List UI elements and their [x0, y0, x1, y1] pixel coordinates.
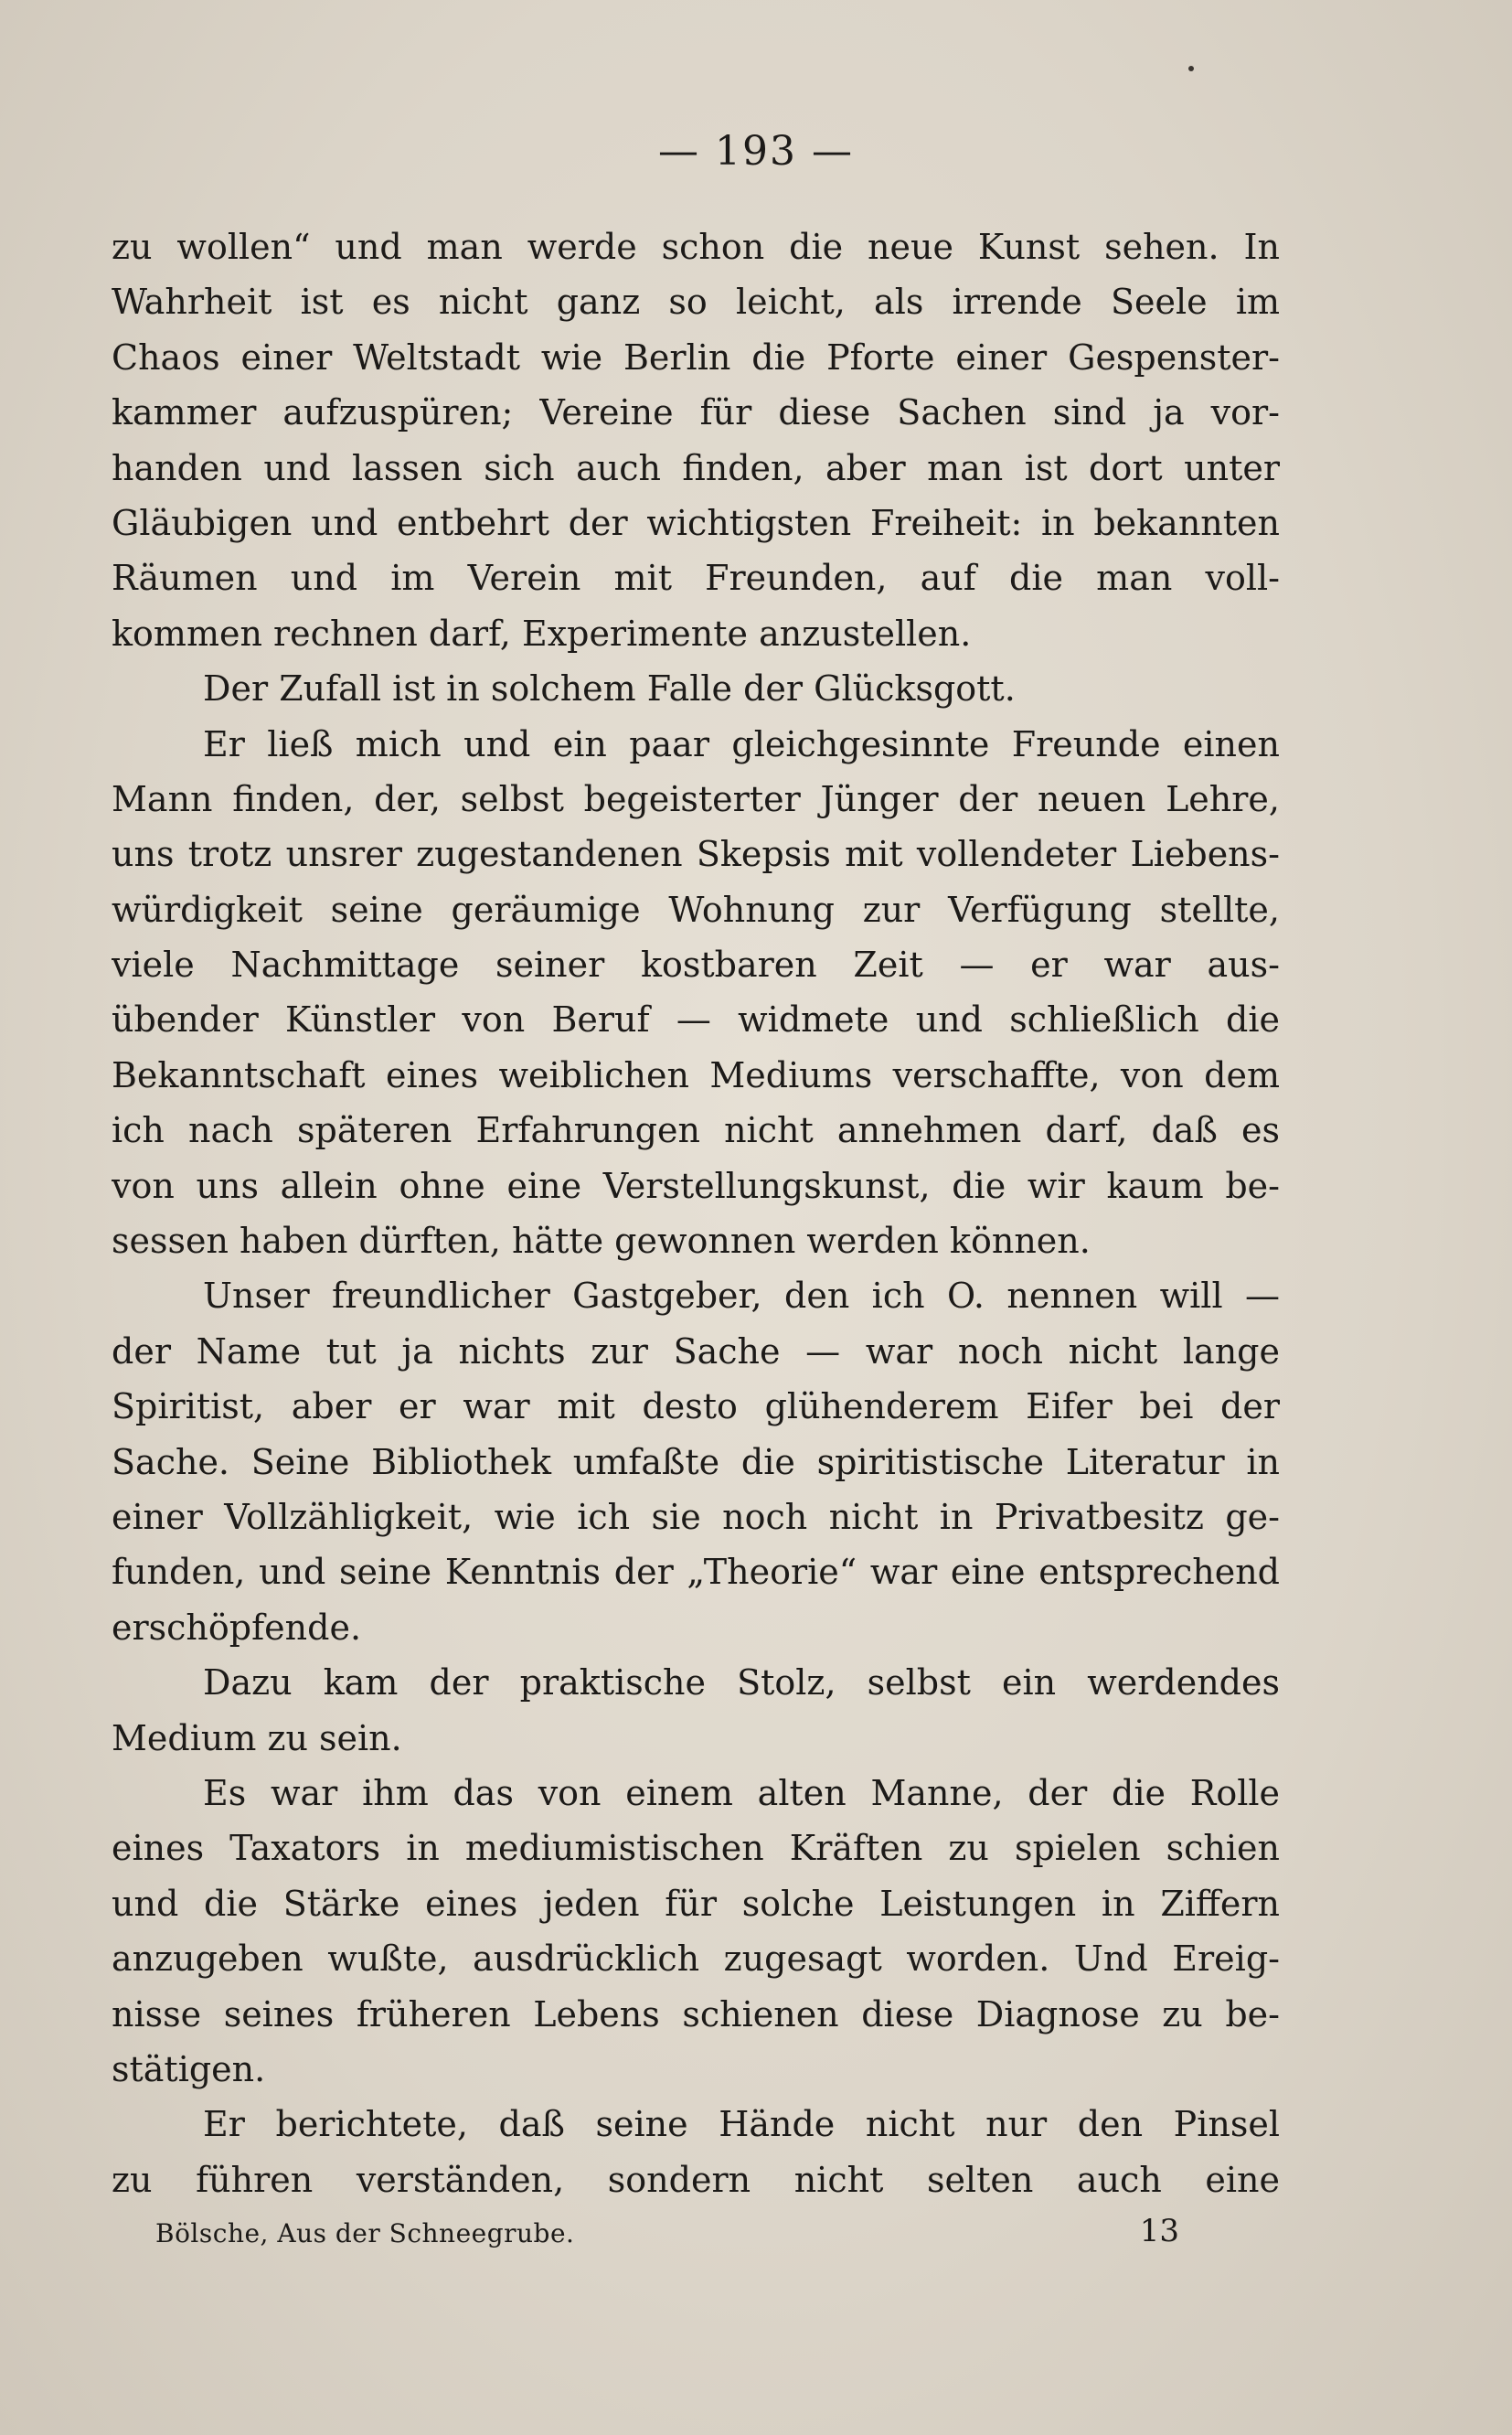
- text-line: Spiritist, aber er war mit desto glühenderem Eifer bei der: [112, 1386, 1280, 1427]
- text-line: kammer aufzuspüren; Vereine für diese Sachen sind ja vor-: [112, 392, 1280, 433]
- text-line: funden, und seine Kenntnis der „Theorie“ war eine entsprechend: [112, 1552, 1280, 1593]
- text-line: kommen rechnen darf, Experimente anzustellen.: [112, 613, 972, 654]
- footer-title: Bölsche, Aus der Schneegrube.: [155, 2218, 575, 2248]
- text-line: Mann finden, der, selbst begeisterter Jünger der neuen Lehre,: [112, 778, 1280, 819]
- text-line: Unser freundlicher Gastgeber, den ich O. nennen will —: [203, 1276, 1280, 1317]
- text-line: anzugeben wußte, ausdrücklich zugesagt worden. Und Ereig-: [112, 1938, 1280, 1980]
- text-line: von uns allein ohne eine Verstellungskunst, die wir kaum be-: [112, 1165, 1280, 1206]
- text-line: der Name tut ja nichts zur Sache — war noch nicht lange: [112, 1330, 1280, 1372]
- page-number: — 193 —: [658, 128, 854, 175]
- body-text: [112, 219, 1280, 2207]
- text-line: Es war ihm das von einem alten Manne, der die Rolle: [203, 1772, 1280, 1813]
- text-line: uns trotz unsrer zugestandenen Skepsis mit vollendeter Liebens-: [112, 834, 1280, 875]
- text-line: zu führen verständen, sondern nicht selten auch eine: [112, 2159, 1280, 2200]
- text-line: stätigen.: [112, 2048, 266, 2089]
- text-line: Bekanntschaft eines weiblichen Mediums verschaffte, von dem: [112, 1054, 1280, 1095]
- text-line: zu wollen“ und man werde schon die neue Kunst sehen. In: [112, 227, 1280, 267]
- text-line: handen und lassen sich auch finden, aber man ist dort unter: [112, 447, 1280, 488]
- text-line: übender Künstler von Beruf — widmete und schließlich die: [112, 999, 1280, 1041]
- text-line: ich nach späteren Erfahrungen nicht annehmen darf, daß es: [112, 1110, 1280, 1151]
- text-line: sessen haben dürften, hätte gewonnen werden können.: [112, 1221, 1091, 1262]
- footer: [155, 2213, 1179, 2259]
- text-line: Gläubigen und entbehrt der wichtigsten Freiheit: in bekannten: [112, 502, 1280, 543]
- text-line: eines Taxators in mediumistischen Kräften zu spielen schien: [112, 1828, 1280, 1869]
- text-line: Wahrheit ist es nicht ganz so leicht, als irrende Seele im: [112, 282, 1280, 323]
- text-line: Er ließ mich und ein paar gleichgesinnte Freunde einen: [203, 723, 1280, 764]
- text-line: nisse seines früheren Lebens schienen diese Diagnose zu be-: [112, 1993, 1280, 2035]
- text-line: erschöpfende.: [112, 1607, 362, 1648]
- text-line: viele Nachmittage seiner kostbaren Zeit — er war aus-: [112, 945, 1280, 986]
- ink-speck: [1188, 66, 1194, 71]
- text-line: und die Stärke eines jeden für solche Leistungen in Ziffern: [112, 1883, 1280, 1924]
- text-line: würdigkeit seine geräumige Wohnung zur Verfügung stellte,: [112, 889, 1280, 930]
- text-line: Medium zu sein.: [112, 1717, 402, 1758]
- text-line: Sache. Seine Bibliothek umfaßte die spiritistische Literatur in: [112, 1441, 1280, 1482]
- text-line: Dazu kam der praktische Stolz, selbst ein werdendes: [203, 1662, 1280, 1703]
- text-line: Der Zufall ist in solchem Falle der Glücksgott.: [203, 668, 1016, 710]
- text-line: Er berichtete, daß seine Hände nicht nur den Pinsel: [203, 2104, 1280, 2145]
- text-line: Chaos einer Weltstadt wie Berlin die Pforte einer Gespenster-: [112, 336, 1280, 378]
- signature-mark: 13: [1139, 2213, 1179, 2249]
- text-line: einer Vollzähligkeit, wie ich sie noch nicht in Privatbesitz ge-: [112, 1496, 1280, 1537]
- text-line: Räumen und im Verein mit Freunden, auf die man voll-: [112, 558, 1280, 599]
